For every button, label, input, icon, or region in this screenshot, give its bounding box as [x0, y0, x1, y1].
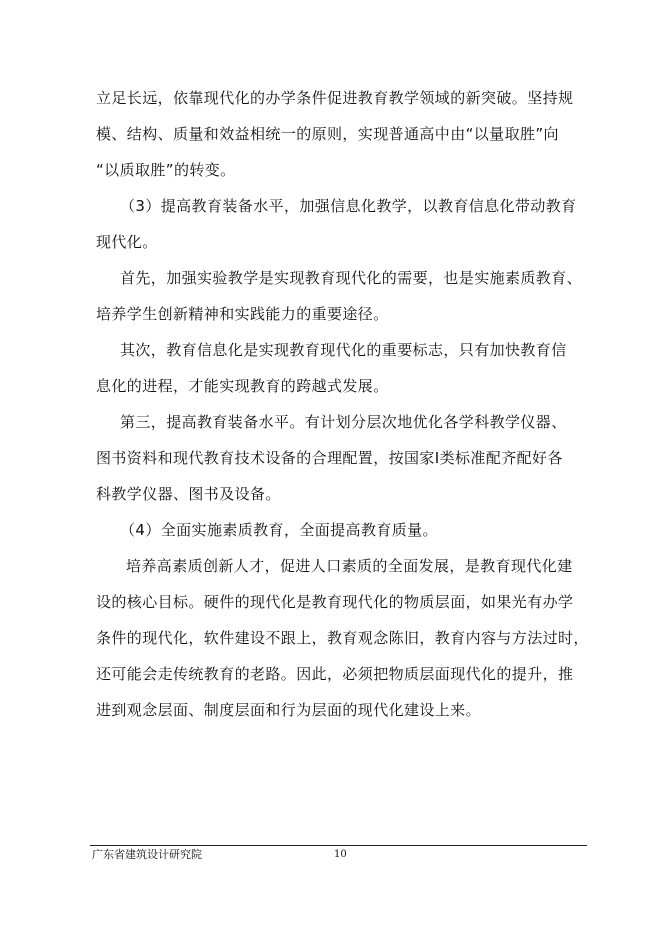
- paragraph-fourth-start: 培养高素质创新人才，促进人口素质的全面发展，是教育现代化建: [126, 557, 573, 575]
- section-heading-3: （3）提高教育装备水平，加强信息化教学，以教育信息化带动教育: [120, 197, 577, 215]
- body-text: [96, 80, 589, 728]
- footer-page-number: 10: [334, 849, 347, 860]
- footer-divider: [90, 845, 587, 846]
- text-line-7: 培养学生创新精神和实践能力的重要途径。: [96, 305, 389, 323]
- text-line-9: 息化的进程，才能实现教育的跨越式发展。: [96, 377, 389, 395]
- text-line-15: 设的核心目标。硬件的现代化是教育现代化的物质层面，如果光有办学: [96, 593, 574, 611]
- paragraph-third-start: 第三，提高教育装备水平。有计划分层次地优化各学科教学仪器、: [120, 413, 567, 431]
- text-line-2: 模、结构、质量和效益相统一的原则，实现普通高中由“以量取胜”向: [96, 125, 559, 143]
- text-line-18: 进到观念层面、制度层面和行为层面的现代化建设上来。: [96, 701, 482, 719]
- text-line-3: “以质取胜”的转变。: [96, 161, 236, 179]
- footer-organization: 广东省建筑设计研究院: [92, 848, 202, 861]
- text-line-12: 科教学仪器、图书及设备。: [96, 485, 281, 503]
- text-line-17: 还可能会走传统教育的老路。因此，必须把物质层面现代化的提升，推: [96, 665, 574, 683]
- text-line-11: 图书资料和现代教育技术设备的合理配置，按国家Ⅰ类标准配齐配好各: [96, 449, 563, 467]
- text-line-5: 现代化。: [96, 233, 158, 251]
- text-line-1: 立足长远，依靠现代化的办学条件促进教育教学领域的新突破。坚持规: [96, 89, 574, 107]
- paragraph-second-start: 其次，教育信息化是实现教育现代化的重要标志，只有加快教育信: [120, 341, 567, 359]
- section-heading-4: （4）全面实施素质教育，全面提高教育质量。: [120, 521, 438, 539]
- text-line-16: 条件的现代化，软件建设不跟上，教育观念陈旧，教育内容与方法过时，: [96, 629, 589, 647]
- paragraph-first-start: 首先，加强实验教学是实现教育现代化的需要，也是实施素质教育、: [120, 269, 583, 287]
